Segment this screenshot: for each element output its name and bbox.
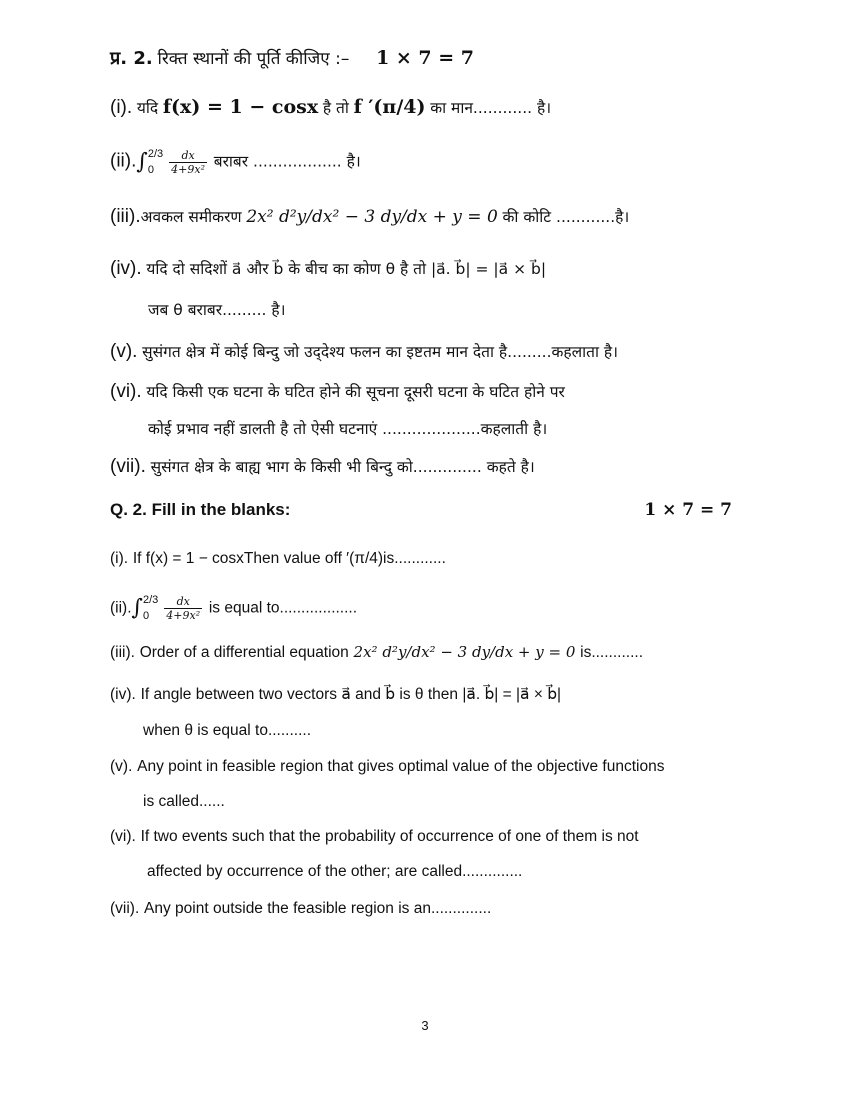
- english-question-4-line2: [143, 720, 311, 740]
- heading-text: रिक्त स्थानों की पूर्ति कीजिए :–: [157, 49, 350, 69]
- heading-marks: 1 × 7 = 7: [644, 500, 732, 520]
- question-text: If angle between two vectors a⃗ and b⃗ is θ then |a⃗. b⃗| = |a⃗ × b⃗|: [140, 686, 562, 703]
- question-text: है तो: [322, 99, 349, 117]
- question-text: कोई प्रभाव नहीं डालती है तो ऐसी घटनाएं ....................कहलाती है।: [148, 420, 548, 438]
- integral-limits: 2/3 0: [147, 148, 164, 176]
- english-question-4: [110, 684, 561, 704]
- question-text: is called......: [143, 793, 225, 810]
- question-text: affected by occurrence of the other; are called..............: [147, 863, 523, 880]
- hindi-question-1: [110, 96, 551, 119]
- question-number: (ii).: [110, 599, 132, 617]
- hindi-question-4-line2: [148, 298, 285, 320]
- english-question-5-line2: [143, 791, 225, 811]
- hindi-question-6-line2: [148, 417, 547, 439]
- hindi-heading: [110, 46, 474, 70]
- heading-marks: 1 × 7 = 7: [376, 47, 475, 69]
- question-text: यदि किसी एक घटना के घटित होने की सूचना दूसरी घटना के घटित होने पर: [146, 383, 565, 401]
- heading-text: Q. 2. Fill in the blanks:: [110, 500, 291, 519]
- question-number: (iii).: [110, 206, 141, 227]
- question-number: (ii).: [110, 150, 137, 172]
- question-text: बराबर .................. है।: [213, 152, 361, 171]
- question-number: (iv).: [110, 686, 136, 703]
- question-number: (v).: [110, 341, 138, 362]
- hindi-question-5: [110, 340, 618, 363]
- english-heading: [110, 500, 732, 520]
- question-number: (vii).: [110, 456, 146, 477]
- question-text: If two events such that the probability of occurrence of one of them is not: [140, 828, 639, 845]
- hindi-question-6: [110, 380, 565, 403]
- question-text: is............: [580, 644, 643, 661]
- hindi-question-2: [110, 146, 361, 178]
- question-text: Any point in feasible region that gives optimal value of the objective functions: [137, 758, 665, 775]
- page-number: 3: [421, 1018, 429, 1033]
- question-text: If f(x) = 1 − cosxThen value off ′(π/4)is............: [132, 550, 446, 567]
- question-text: when θ is equal to..........: [143, 722, 312, 739]
- question-number: (vi).: [110, 828, 136, 845]
- question-text: यदि दो सदिशों a⃗ और b⃗ के बीच का कोण θ है तो |a⃗. b⃗| = |a⃗ × b⃗|: [146, 260, 547, 278]
- question-text: अवकल समीकरण: [140, 208, 242, 226]
- fraction: $\frac{dx}{\text{4+9x²}}$: [171, 148, 205, 176]
- english-question-5: [110, 756, 664, 776]
- integral-icon: ∫: [131, 595, 143, 621]
- question-text: is equal to..................: [208, 599, 358, 617]
- question-number: (v).: [110, 758, 133, 775]
- math-expression: 2x² d²y/dx² − 3 dy/dx + y = 0: [246, 207, 498, 227]
- question-number: (i).: [110, 97, 133, 118]
- question-text: Any point outside the feasible region is an..............: [144, 900, 492, 917]
- question-text: का मान............ है।: [430, 99, 552, 117]
- question-number: (iv).: [110, 258, 142, 279]
- math-expression: 2x² d²y/dx² − 3 dy/dx + y = 0: [353, 643, 576, 661]
- integral-limits: 2/3 0: [143, 594, 159, 622]
- hindi-question-3: [110, 205, 629, 228]
- math-expression: f(x) = 1 − cosx: [162, 96, 319, 118]
- integral-icon: ∫: [136, 149, 148, 175]
- question-text: Order of a differential equation: [139, 644, 349, 661]
- question-text: जब θ बराबर......... है।: [148, 301, 286, 319]
- english-question-6-line2: [147, 861, 522, 881]
- question-number: (iii).: [110, 644, 135, 661]
- hindi-question-4: [110, 257, 546, 280]
- fraction: $\frac{dx}{\text{4+9x²}}$: [166, 594, 201, 622]
- english-question-2: [110, 592, 357, 624]
- question-text: सुसंगत क्षेत्र में कोई बिन्दु जो उद्‌देश्य फलन का इष्टतम मान देता है.........कहलाता है।: [142, 343, 619, 361]
- english-question-7: [110, 898, 491, 918]
- question-text: सुसंगत क्षेत्र के बाह्य भाग के किसी भी बिन्दु को.............. कहते है।: [150, 458, 535, 476]
- math-expression: f ′(π/4): [353, 96, 426, 118]
- question-text: की कोटि ............है।: [502, 208, 630, 226]
- question-number: (vi).: [110, 381, 142, 402]
- hindi-question-7: [110, 455, 535, 478]
- english-question-1: [110, 548, 446, 568]
- question-text: यदि: [136, 99, 159, 117]
- english-question-3: [110, 642, 643, 662]
- english-question-6: [110, 826, 639, 846]
- heading-prefix: प्र. 2.: [110, 48, 153, 69]
- question-number: (vii).: [110, 900, 140, 917]
- question-number: (i).: [110, 550, 129, 567]
